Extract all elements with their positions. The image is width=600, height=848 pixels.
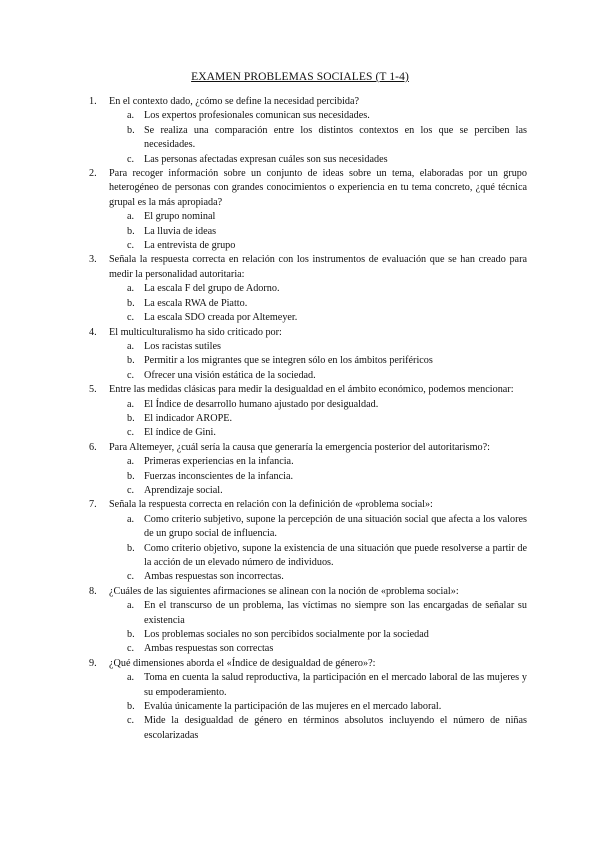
option-b (127, 354, 527, 368)
option-text: Las personas afectadas expresan cuáles son sus necesidades (144, 153, 388, 165)
option-text: La entrevista de grupo (144, 240, 236, 252)
option-letter: c. (127, 715, 135, 727)
question-text: El multiculturalismo ha sido criticado por: (109, 326, 282, 338)
question-5 (89, 383, 527, 441)
option-letter: b. (127, 297, 135, 309)
option-letter: c. (127, 427, 135, 439)
option-letter: a. (127, 672, 135, 684)
option-letter: a. (127, 211, 135, 223)
option-letter: c. (127, 643, 135, 655)
option-letter: b. (127, 124, 135, 136)
question-6 (89, 441, 527, 499)
option-c (127, 714, 527, 743)
option-letter: b. (127, 412, 135, 424)
question-number: 1. (89, 96, 97, 107)
option-text: El indicador AROPE. (144, 412, 233, 424)
option-letter: c. (127, 484, 135, 496)
question-3 (89, 253, 527, 325)
option-text: Mide la desigualdad de género en términos absolutos incluyendo el número de niñas escolarizadas (144, 715, 527, 741)
option-letter: c. (127, 312, 135, 324)
option-b (127, 297, 527, 311)
option-text: Los problemas sociales no son percibidos socialmente por la sociedad (144, 629, 429, 641)
question-list (0, 95, 600, 743)
option-list (109, 210, 527, 253)
option-text: La escala SDO creada por Altemeyer. (144, 312, 298, 324)
option-letter: b. (127, 225, 135, 237)
option-letter: c. (127, 571, 135, 583)
question-number: 2. (89, 168, 97, 180)
question-text: Señala la respuesta correcta en relación con la definición de «problema social»: (109, 499, 433, 511)
option-text: Toma en cuenta la salud reproductiva, la participación en el mercado laboral de las mujeres y su empoderamiento. (144, 672, 527, 698)
question-text: Para recoger información sobre un conjunto de ideas sobre un tema, elaboradas por un grupo heterogéneo de personas con grandes conocimientos o experiencia en tu tema concreto, ¿qué técnica grupal es la más apropiada? (109, 168, 527, 208)
question-1 (89, 95, 527, 167)
option-text: Ambas respuestas son correctas (144, 643, 274, 655)
option-letter: a. (127, 110, 135, 122)
option-text: Fuerzas inconscientes de la infancia. (144, 470, 294, 482)
option-letter: a. (127, 456, 135, 468)
option-a (127, 282, 527, 296)
option-b (127, 628, 527, 642)
option-text: El índice de Gini. (144, 427, 216, 439)
question-text: ¿Cuáles de las siguientes afirmaciones se alinean con la noción de «problema social»: (109, 585, 459, 597)
option-text: El Índice de desarrollo humano ajustado por desigualdad. (144, 398, 379, 410)
option-text: Primeras experiencias en la infancia. (144, 456, 294, 468)
option-letter: b. (127, 542, 135, 554)
option-letter: a. (127, 340, 135, 352)
option-letter: b. (127, 355, 135, 367)
option-text: En el transcurso de un problema, las víctimas no siempre son las encargadas de señalar su existencia (144, 600, 527, 626)
option-b (127, 700, 527, 714)
question-number: 4. (89, 326, 97, 338)
option-b (127, 225, 527, 239)
question-number: 5. (89, 384, 97, 396)
question-text: ¿Qué dimensiones aborda el «Índice de desigualdad de género»?: (109, 657, 376, 669)
option-text: Como criterio subjetivo, supone la percepción de una situación social que afecta a los valores de un grupo social de influencia. (144, 513, 527, 540)
option-letter: b. (127, 470, 135, 482)
option-text: Permitir a los migrantes que se integren sólo en los ámbitos periféricos (144, 355, 433, 367)
option-a (127, 398, 527, 412)
option-letter: c. (127, 240, 135, 252)
option-text: El grupo nominal (144, 211, 216, 223)
option-text: Los expertos profesionales comunican sus necesidades. (144, 110, 370, 122)
option-text: Evalúa únicamente la participación de las mujeres en el mercado laboral. (144, 701, 442, 713)
option-c (127, 153, 527, 167)
option-a (127, 599, 527, 628)
option-letter: b. (127, 701, 135, 713)
option-letter: c. (127, 153, 135, 165)
option-letter: a. (127, 398, 135, 410)
option-list (109, 671, 527, 743)
option-letter: b. (127, 629, 135, 641)
option-text: Aprendizaje social. (144, 484, 223, 496)
option-text: Los racistas sutiles (144, 340, 221, 352)
option-list (109, 455, 527, 498)
question-number: 8. (89, 585, 97, 597)
option-text: Se realiza una comparación entre los distintos contextos en los que se perciben las necesidades. (144, 124, 527, 151)
option-letter: a. (127, 513, 135, 525)
question-text: Entre las medidas clásicas para medir la desigualdad en el ámbito económico, podemos mencionar: (109, 384, 514, 396)
option-a (127, 513, 527, 542)
option-b (127, 124, 527, 153)
question-text: Para Altemeyer, ¿cuál sería la causa que generaría la emergencia posterior del autoritarismo?: (109, 441, 490, 453)
option-c (127, 369, 527, 383)
question-text: En el contexto dado, ¿cómo se define la necesidad percibida? (109, 96, 360, 107)
option-a (127, 455, 527, 469)
option-a (127, 671, 527, 700)
question-8 (89, 585, 527, 657)
option-a (127, 210, 527, 224)
option-c (127, 484, 527, 498)
question-4 (89, 326, 527, 384)
option-list (109, 340, 527, 383)
option-b (127, 470, 527, 484)
option-text: La escala F del grupo de Adorno. (144, 283, 280, 295)
question-7 (89, 498, 527, 584)
question-number: 3. (89, 254, 97, 266)
option-b (127, 542, 527, 571)
option-c (127, 311, 527, 325)
option-text: Ofrecer una visión estática de la sociedad. (144, 369, 316, 381)
option-c (127, 570, 527, 584)
question-text: Señala la respuesta correcta en relación con los instrumentos de evaluación que se han creado para medir la personalidad autoritaria: (109, 254, 527, 280)
question-number: 6. (89, 441, 97, 453)
question-number: 9. (89, 657, 97, 669)
question-number: 7. (89, 499, 97, 511)
option-a (127, 340, 527, 354)
option-b (127, 412, 527, 426)
option-list (109, 109, 527, 167)
option-letter: c. (127, 369, 135, 381)
option-text: Como criterio objetivo, supone la existencia de una situación que puede resolverse a partir de la acción de un elevado número de individuos. (144, 542, 527, 568)
question-9 (89, 657, 527, 743)
option-letter: a. (127, 283, 135, 295)
option-list (109, 398, 527, 441)
option-c (127, 239, 527, 253)
option-list (109, 599, 527, 657)
option-text: La lluvia de ideas (144, 225, 217, 237)
option-text: Ambas respuestas son incorrectas. (144, 571, 284, 583)
option-text: La escala RWA de Piatto. (144, 297, 248, 309)
option-c (127, 426, 527, 440)
option-list (109, 282, 527, 325)
exam-title: EXAMEN PROBLEMAS SOCIALES (T 1-4) (191, 71, 409, 83)
option-list (109, 513, 527, 585)
question-2 (89, 167, 527, 253)
option-letter: a. (127, 600, 135, 612)
option-a (127, 109, 527, 123)
option-c (127, 642, 527, 656)
